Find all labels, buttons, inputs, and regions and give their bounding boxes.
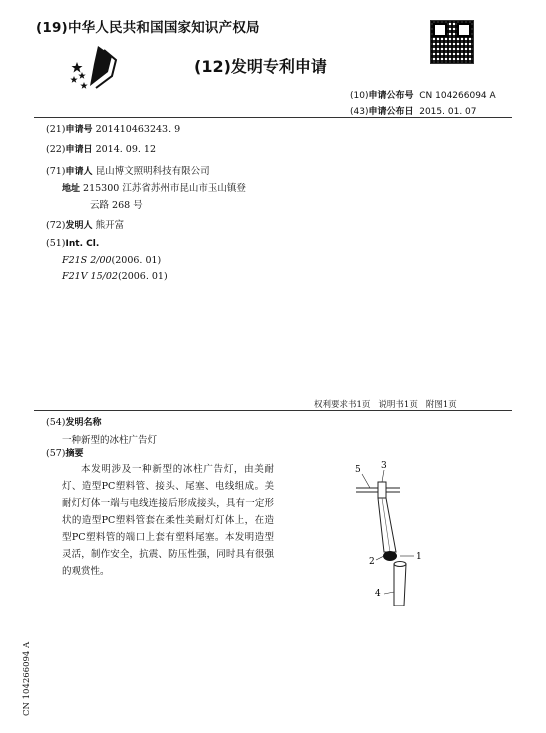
inventor-code: (72) bbox=[46, 220, 66, 231]
inventor-row bbox=[46, 217, 124, 231]
inventor-label: 发明人 bbox=[65, 221, 93, 231]
drawing-label-2: 2 bbox=[369, 557, 375, 567]
ipc-row-1 bbox=[62, 255, 161, 266]
page-counts bbox=[314, 398, 457, 410]
applicant-value: 昆山博文照明科技有限公司 bbox=[95, 166, 210, 177]
doc-code: (12) bbox=[194, 57, 231, 76]
drawing-joint bbox=[378, 482, 386, 498]
claims-pages: 权利要求书1页 bbox=[314, 400, 371, 410]
application-date-row bbox=[46, 142, 156, 155]
drawing-end-cap bbox=[383, 551, 397, 561]
drawings-pages: 附图1页 bbox=[425, 400, 457, 410]
app-no-label: 申请号 bbox=[65, 125, 93, 135]
drawing-label-3: 3 bbox=[381, 461, 387, 471]
app-date-label: 申请日 bbox=[65, 145, 93, 155]
drawing-label-1: 1 bbox=[416, 552, 422, 562]
address-line1: 215300 江苏省苏州市昆山市玉山镇登 bbox=[83, 183, 246, 194]
abstract-text: 本发明涉及一种新型的冰柱广告灯，由美耐灯、造型PC塑料管、接头、尾塞、电线组成。美耐灯灯体一端与电线连接后形成接头，具有一定形状的造型PC塑料管套在柔性美耐灯灯体上，在造型PC塑料管的端口上套有塑料尾塞。本发明造型灵活，制作安全，抗震、防压性强，同时具有很强的观赏性。 bbox=[62, 464, 274, 577]
top-divider bbox=[34, 117, 512, 118]
intcl-label: Int. Cl. bbox=[65, 239, 100, 249]
pub-date-label: 申请公布日 bbox=[368, 107, 414, 117]
address-label: 地址 bbox=[62, 184, 81, 194]
intcl-row bbox=[46, 238, 99, 249]
office-name: 中华人民共和国国家知识产权局 bbox=[67, 20, 260, 36]
abstract-label: 摘要 bbox=[65, 449, 84, 459]
applicant-row bbox=[46, 163, 210, 177]
description-pages: 说明书1页 bbox=[378, 400, 418, 410]
address-line2: 云路 268 号 bbox=[90, 200, 143, 211]
middle-divider bbox=[34, 410, 512, 411]
qr-code-icon bbox=[430, 20, 474, 64]
applicant-code: (71) bbox=[46, 166, 66, 177]
ipc-row-2 bbox=[62, 271, 168, 282]
app-date-value: 2014. 09. 12 bbox=[95, 144, 156, 155]
office-code: (19) bbox=[36, 20, 68, 36]
applicant-label: 申请人 bbox=[65, 167, 93, 177]
publication-number-row bbox=[350, 88, 496, 101]
doc-type-label: 发明专利申请 bbox=[230, 57, 327, 76]
app-no-value: 201410463243. 9 bbox=[95, 124, 181, 135]
emblem-icon bbox=[68, 42, 126, 92]
intcl-code: (51) bbox=[46, 238, 66, 249]
title-label: 发明名称 bbox=[65, 418, 102, 428]
pub-number-value: CN 104266094 A bbox=[419, 91, 496, 101]
publication-date-row bbox=[350, 104, 477, 117]
address-row bbox=[62, 180, 246, 194]
side-publication-number: CN 104266094 A bbox=[22, 641, 32, 716]
abstract-heading bbox=[46, 446, 84, 459]
ipc2-version: (2006. 01) bbox=[117, 271, 168, 282]
inventor-value: 熊开富 bbox=[95, 220, 125, 231]
pub-number-code: (10) bbox=[350, 91, 369, 101]
drawing-tail-plug bbox=[394, 564, 406, 606]
abstract-code: (57) bbox=[46, 448, 66, 459]
drawing-label-5: 5 bbox=[355, 465, 361, 475]
ipc1-version: (2006. 01) bbox=[111, 255, 162, 266]
ipc2-code: F21V 15/02 bbox=[62, 271, 118, 282]
pub-date-code: (43) bbox=[350, 107, 369, 117]
pub-date-value: 2015. 01. 07 bbox=[419, 107, 477, 117]
application-number-row bbox=[46, 122, 180, 135]
ipc1-code: F21S 2/00 bbox=[62, 255, 112, 266]
drawing-tube bbox=[378, 498, 396, 552]
patent-drawing bbox=[344, 456, 440, 606]
title-code: (54) bbox=[46, 417, 66, 428]
invention-title: 一种新型的冰柱广告灯 bbox=[62, 435, 158, 446]
pub-number-label: 申请公布号 bbox=[368, 91, 414, 101]
title-heading bbox=[46, 415, 102, 428]
office-header bbox=[36, 16, 260, 36]
app-date-code: (22) bbox=[46, 144, 66, 155]
app-no-code: (21) bbox=[46, 124, 66, 135]
drawing-label-4: 4 bbox=[375, 589, 381, 599]
document-type bbox=[194, 54, 327, 77]
